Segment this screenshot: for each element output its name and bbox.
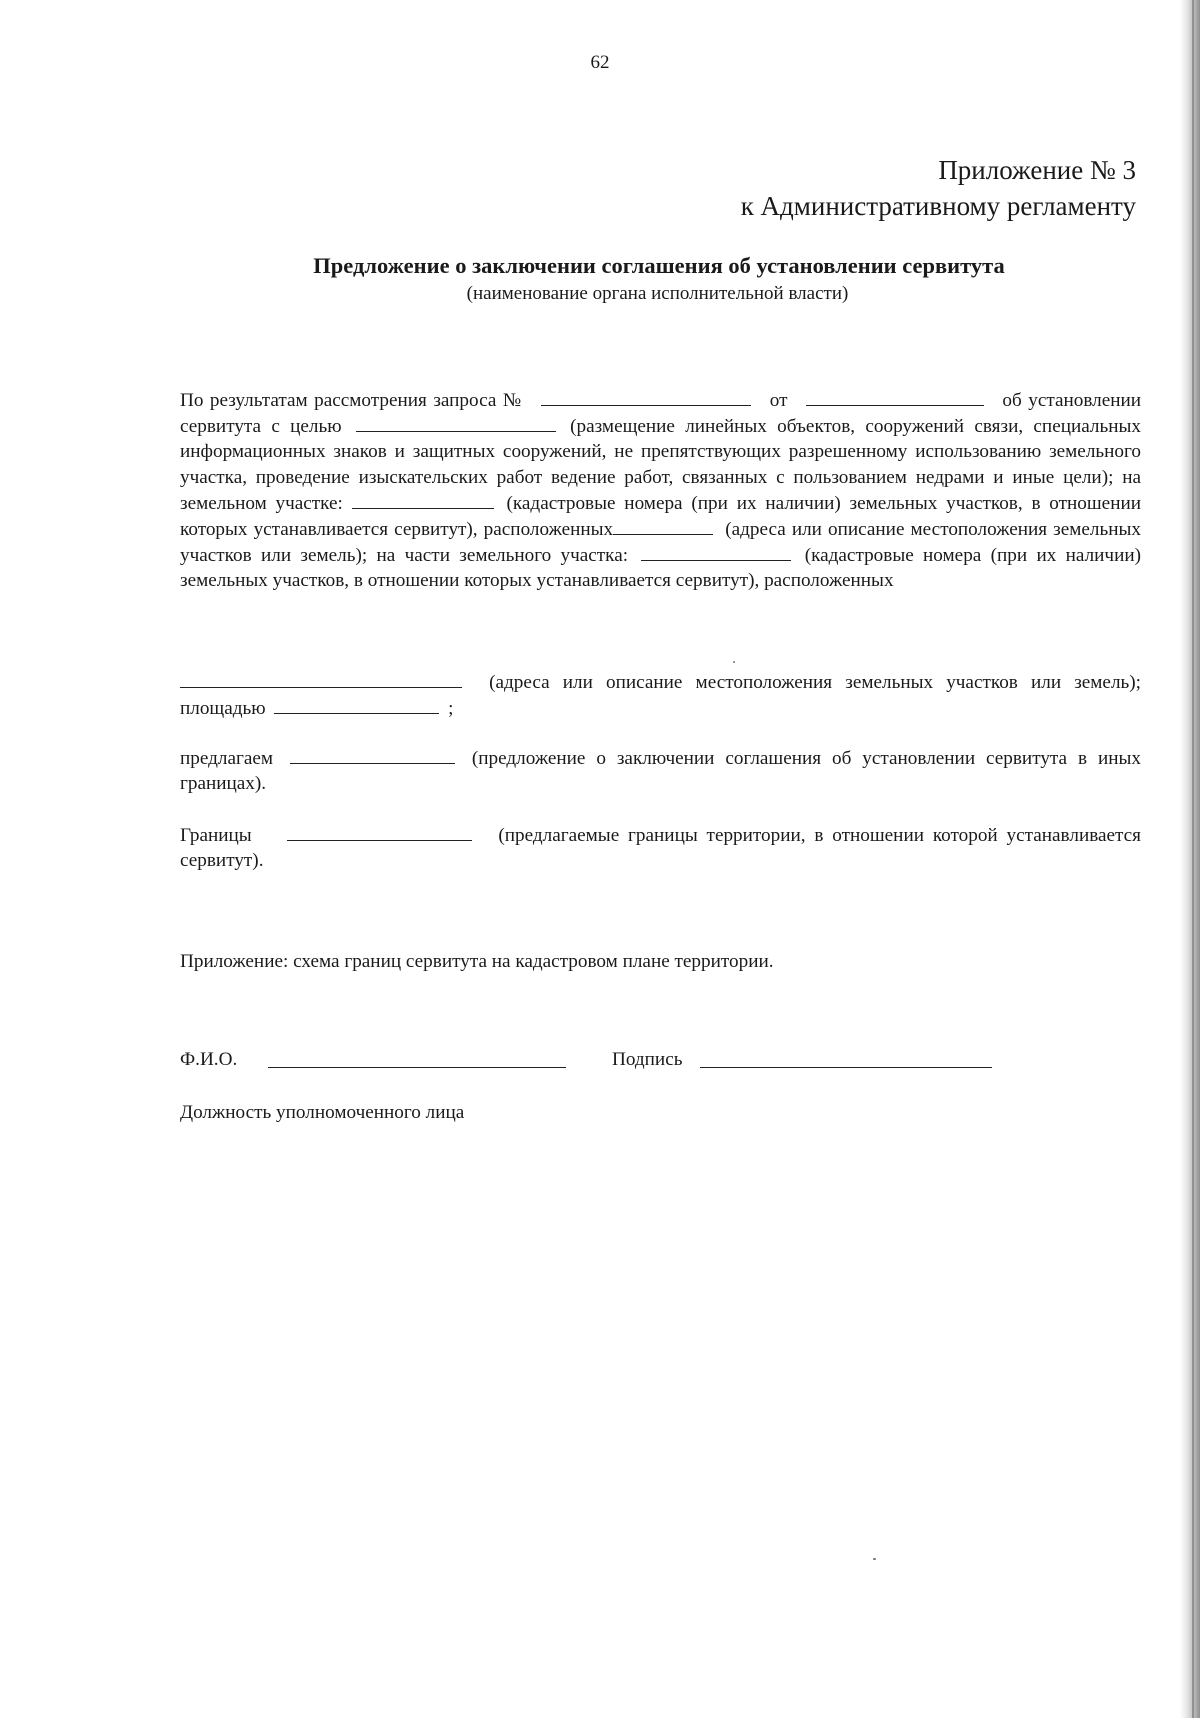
name-field[interactable] bbox=[268, 1067, 566, 1068]
boundaries-text-1: Границы bbox=[180, 825, 252, 846]
plot-part-cadastral-field[interactable] bbox=[641, 542, 791, 561]
document-subtitle: (наименование органа исполнительной власти) bbox=[466, 283, 849, 304]
request-text-6: (адреса или описание местоположения земельных участков или земель); на части земельного участка: bbox=[180, 519, 1142, 567]
location-text-1: (адреса или описание местоположения земельных участков или земель); площадью bbox=[180, 672, 1141, 720]
boundaries-paragraph bbox=[180, 822, 1141, 873]
request-text-1: По результатам рассмотрения запроса № bbox=[180, 390, 523, 411]
scan-speck bbox=[873, 1558, 876, 1560]
request-number-field[interactable] bbox=[541, 387, 751, 406]
request-text-7: (кадастровые номера (при их наличии) земельных участков, в отношении которых устанавливается сервитут), расположенных bbox=[180, 545, 1142, 592]
boundaries-text-2: (предлагаемые границы территории, в отношении которой устанавливается сервитут). bbox=[180, 825, 1142, 872]
purpose-field[interactable] bbox=[356, 413, 556, 432]
attachment-note: Приложение: схема границ сервитута на кадастровом плане территории. bbox=[180, 951, 774, 972]
document-title: Предложение о заключении соглашения об установлении сервитута bbox=[313, 253, 1005, 278]
signature-field[interactable] bbox=[700, 1067, 992, 1068]
location-paragraph bbox=[180, 669, 1141, 721]
proposal-field[interactable] bbox=[290, 745, 455, 764]
scan-speck bbox=[733, 661, 735, 663]
request-date-field[interactable] bbox=[806, 387, 984, 406]
request-text-5: (кадастровые номера (при их наличии) земельных участков, в отношении которых устанавливается сервитут), расположенных bbox=[180, 492, 1141, 541]
location-text-2: ; bbox=[448, 698, 454, 720]
land-plot-location-field[interactable] bbox=[613, 516, 713, 535]
position-label: Должность уполномоченного лица bbox=[180, 1102, 465, 1123]
request-paragraph bbox=[180, 387, 1141, 594]
request-text-4: (размещение линейных объектов, сооружений связи, специальных информационных знаков и защитных сооружений, не препятствующих разрешенному использованию земельного участка, проведение изыскательских работ ведение работ, связанных с пользованием недрами и иные цели); на земельном участке: bbox=[180, 416, 1142, 514]
page-number: 62 bbox=[590, 52, 610, 73]
proposal-text-2: (предложение о заключении соглашения об установлении сервитута в иных границах). bbox=[180, 748, 1141, 795]
land-plot-cadastral-field[interactable] bbox=[352, 490, 494, 509]
request-text-3: об установлении сервитута с целью bbox=[180, 390, 1142, 438]
request-text-2: от bbox=[769, 390, 788, 411]
appendix-header bbox=[741, 152, 1136, 224]
boundaries-field[interactable] bbox=[287, 822, 472, 841]
proposal-text-1: предлагаем bbox=[180, 748, 274, 769]
appendix-title: Приложение № 3 bbox=[938, 155, 1136, 185]
plot-part-location-field[interactable] bbox=[180, 669, 462, 688]
signature-label: Подпись bbox=[612, 1049, 683, 1070]
proposal-paragraph bbox=[180, 745, 1141, 796]
appendix-subtitle: к Административному регламенту bbox=[740, 191, 1136, 221]
area-field[interactable] bbox=[274, 695, 439, 714]
name-label: Ф.И.О. bbox=[180, 1049, 238, 1070]
